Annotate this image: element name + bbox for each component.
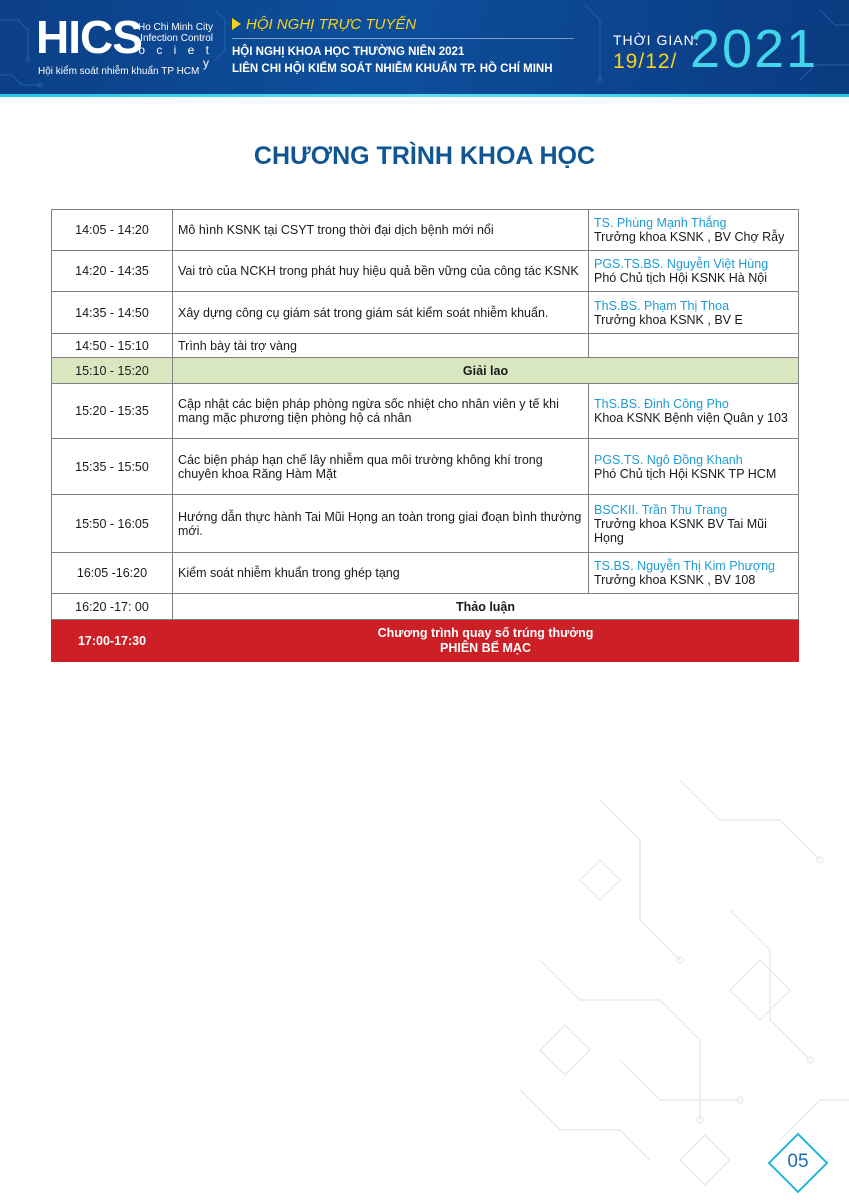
conference-title: HỘI NGHỊ KHOA HỌC THƯỜNG NIÊN 2021 xyxy=(232,46,465,58)
session-topic: Mô hình KSNK tại CSYT trong thời đại dịch bệnh mới nổi xyxy=(173,210,589,251)
logo-line-infection: Infection Control xyxy=(140,33,213,44)
logo-caption: Hội kiểm soát nhiễm khuẩn TP HCM xyxy=(38,66,200,77)
speaker-name: BSCKII. Trần Thu Trang xyxy=(594,502,728,517)
closing-label: PHIÊN BẾ MẠC xyxy=(440,640,531,655)
play-triangle-icon xyxy=(232,18,241,30)
discussion-label: Thảo luận xyxy=(173,594,799,620)
session-time: 15:20 - 15:35 xyxy=(52,384,173,439)
session-speaker xyxy=(589,495,799,553)
table-row xyxy=(52,495,799,553)
table-row xyxy=(52,439,799,495)
session-speaker xyxy=(589,292,799,334)
time-label: THỜI GIAN: xyxy=(613,32,700,48)
table-row-closing xyxy=(52,620,799,662)
table-row xyxy=(52,292,799,334)
page-number: 05 xyxy=(787,1151,809,1172)
time-year: 2021 xyxy=(690,19,819,79)
speaker-role: Trưởng khoa KSNK , BV Chợ Rẫy xyxy=(594,230,785,244)
session-time: 17:00-17:30 xyxy=(52,620,173,662)
header-divider xyxy=(232,38,574,39)
session-time: 14:20 - 14:35 xyxy=(52,251,173,292)
session-topic: Xây dựng công cụ giám sát trong giám sát kiểm soát nhiễm khuẩn. xyxy=(173,292,589,334)
session-time: 16:20 -17: 00 xyxy=(52,594,173,620)
table-row xyxy=(52,553,799,594)
logo-line-city: Ho Chi Minh City xyxy=(137,22,213,33)
lucky-draw-label: Chương trình quay số trúng thưởng xyxy=(377,625,594,640)
session-time: 14:50 - 15:10 xyxy=(52,334,173,358)
schedule-table xyxy=(51,209,799,662)
speaker-name: ThS.BS. Phạm Thị Thoa xyxy=(594,298,730,313)
speaker-role: Khoa KSNK Bệnh viện Quân y 103 xyxy=(594,411,788,425)
closing-session xyxy=(173,620,799,662)
page-title: CHƯƠNG TRÌNH KHOA HỌC xyxy=(253,142,596,170)
speaker-role: Trưởng khoa KSNK BV Tai Mũi Họng xyxy=(594,516,767,545)
session-topic: Trình bày tài trợ vàng xyxy=(173,334,589,358)
speaker-name: ThS.BS. Đinh Công Pho xyxy=(594,397,729,411)
session-topic: Hướng dẫn thực hành Tai Mũi Họng an toàn trong giai đoạn bình thường mới. xyxy=(173,495,589,553)
speaker-name: TS.BS. Nguyễn Thị Kim Phượng xyxy=(594,559,775,573)
break-label: Giải lao xyxy=(173,358,799,384)
session-time: 15:35 - 15:50 xyxy=(52,439,173,495)
logo-subtitle xyxy=(133,22,213,70)
online-conference-label xyxy=(232,16,416,33)
speaker-name: PGS.TS.BS. Nguyễn Việt Hùng xyxy=(594,257,769,271)
session-speaker xyxy=(589,210,799,251)
table-row-break xyxy=(52,358,799,384)
session-time: 15:50 - 16:05 xyxy=(52,495,173,553)
speaker-role: Trưởng khoa KSNK , BV 108 xyxy=(594,573,756,587)
online-label-text: HỘI NGHỊ TRỰC TUYẾN xyxy=(246,16,417,33)
speaker-role: Trưởng khoa KSNK , BV E xyxy=(594,312,743,327)
header-accent-line xyxy=(0,94,849,97)
session-time: 15:10 - 15:20 xyxy=(52,358,173,384)
speaker-role: Phó Chủ tịch Hội KSNK Hà Nội xyxy=(594,271,767,285)
table-row xyxy=(52,251,799,292)
session-speaker-empty xyxy=(589,334,799,358)
table-row xyxy=(52,334,799,358)
page-header xyxy=(0,0,849,96)
speaker-name: TS. Phùng Mạnh Thắng xyxy=(594,216,727,230)
table-row xyxy=(52,210,799,251)
table-row-discussion xyxy=(52,594,799,620)
speaker-name: PGS.TS. Ngô Đồng Khanh xyxy=(594,452,743,467)
session-topic: Cập nhật các biện pháp phòng ngừa sốc nhiệt cho nhân viên y tế khi mang mặc phương tiện phòng hộ cá nhân xyxy=(173,384,589,439)
session-speaker xyxy=(589,251,799,292)
session-time: 14:35 - 14:50 xyxy=(52,292,173,334)
page-number-badge xyxy=(766,1131,830,1195)
table-row xyxy=(52,384,799,439)
logo-line-society: o c i e t y xyxy=(138,43,213,70)
session-topic: Vai trò của NCKH trong phát huy hiệu quả bền vững của công tác KSNK xyxy=(173,251,589,292)
logo-hics: HICS xyxy=(36,11,142,63)
speaker-role: Phó Chủ tịch Hội KSNK TP HCM xyxy=(594,466,777,481)
conference-organizer: LIÊN CHI HỘI KIỂM SOÁT NHIỄM KHUẨN TP. HỒ CHÍ MINH xyxy=(232,63,553,75)
session-time: 14:05 - 14:20 xyxy=(52,210,173,251)
session-topic: Kiểm soát nhiễm khuẩn trong ghép tạng xyxy=(173,553,589,594)
session-topic: Các biện pháp hạn chế lây nhiễm qua môi trường không khí trong chuyên khoa Răng Hàm Mặt xyxy=(173,439,589,495)
session-speaker xyxy=(589,553,799,594)
session-speaker xyxy=(589,384,799,439)
session-speaker xyxy=(589,439,799,495)
session-time: 16:05 -16:20 xyxy=(52,553,173,594)
time-date: 19/12/ xyxy=(613,50,678,73)
